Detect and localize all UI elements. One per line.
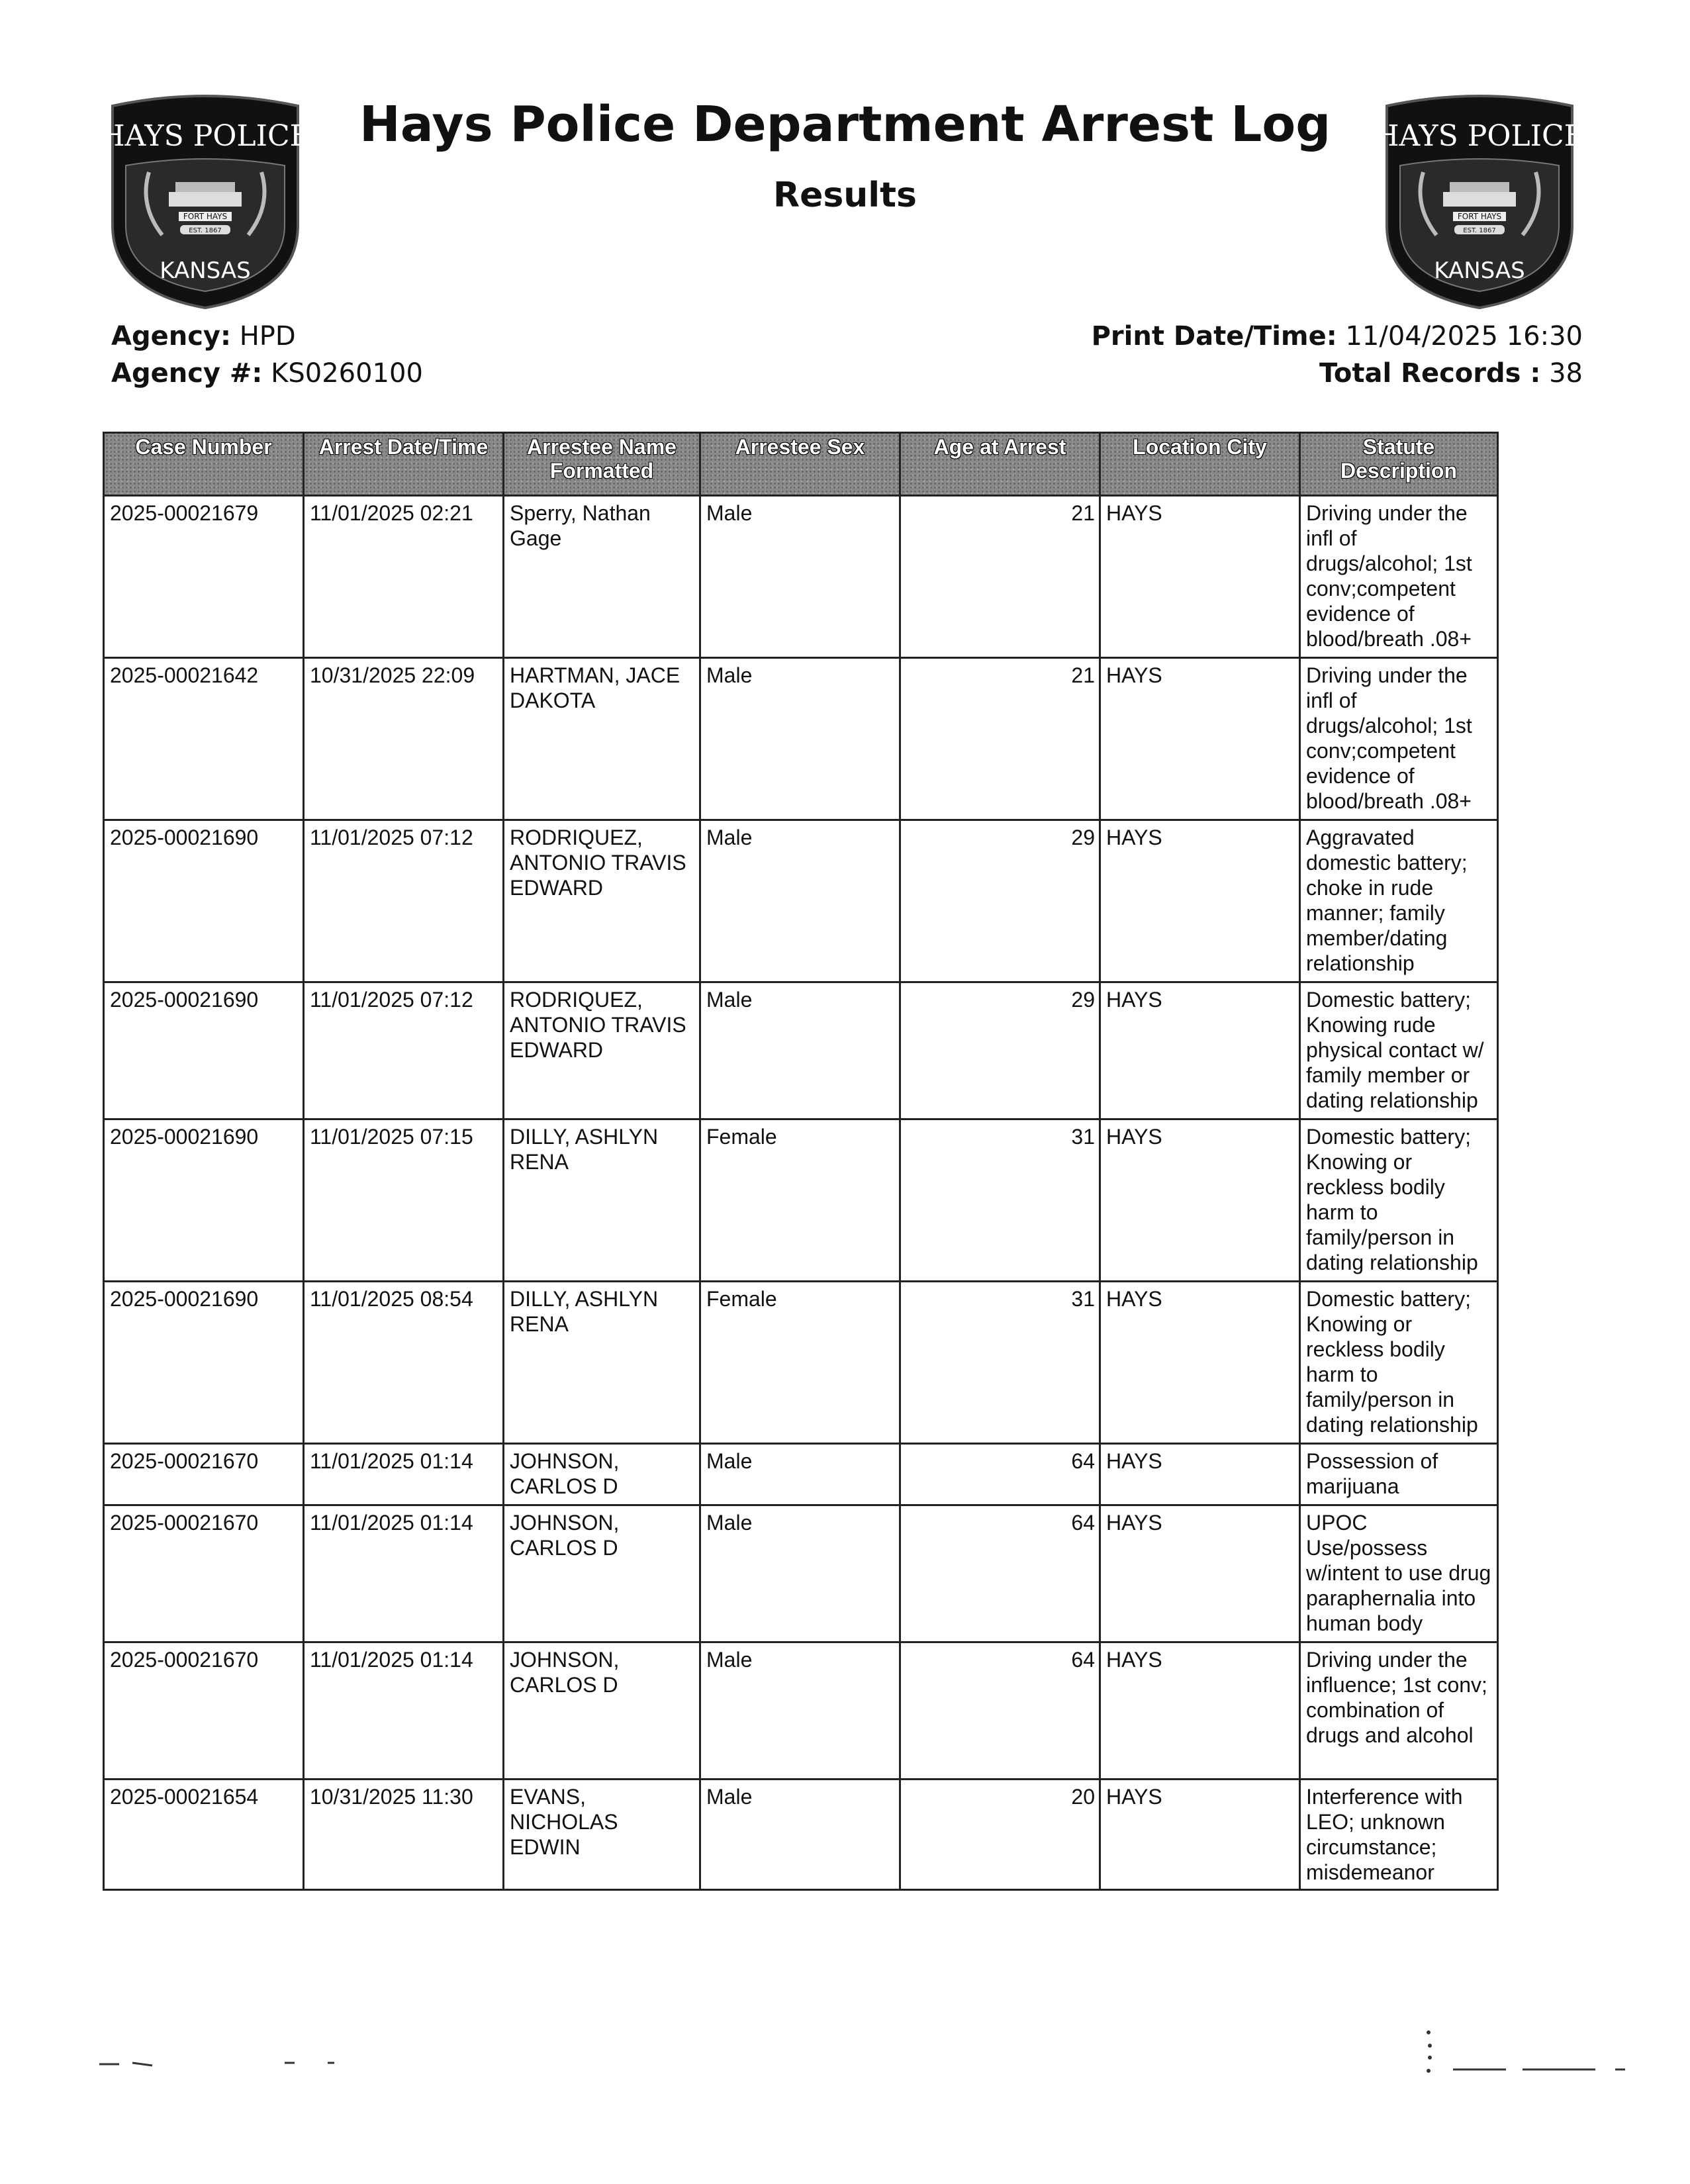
arrest-datetime-cell: 11/01/2025 08:54 xyxy=(304,1282,504,1444)
case-number-cell: 2025-00021670 xyxy=(104,1642,304,1780)
case-number-cell: 2025-00021690 xyxy=(104,820,304,982)
arrestee-sex-cell: Female xyxy=(700,1119,900,1282)
badge-bottom-text: KANSAS xyxy=(160,258,251,284)
statute-description-cell: Domestic battery; Knowing or reckless bodily harm to family/person in dating relationship xyxy=(1300,1282,1498,1444)
arrest-datetime-cell: 11/01/2025 02:21 xyxy=(304,496,504,658)
agency-value: HPD xyxy=(239,321,296,352)
location-city-cell: HAYS xyxy=(1100,1505,1300,1642)
arrest-log-table xyxy=(103,432,1499,1891)
badge-center-text: FORT HAYS xyxy=(183,212,228,221)
arrestee-name-cell: JOHNSON, CARLOS D xyxy=(504,1505,700,1642)
total-records-value: 38 xyxy=(1549,358,1583,389)
arrestee-name-cell: DILLY, ASHLYN RENA xyxy=(504,1119,700,1282)
location-city-cell: HAYS xyxy=(1100,1119,1300,1282)
table-row xyxy=(104,982,1498,1119)
arrest-datetime-cell: 10/31/2025 11:30 xyxy=(304,1780,504,1890)
badge-est-text: EST. 1867 xyxy=(189,227,222,234)
scan-mark xyxy=(1428,2044,1432,2048)
arrest-datetime-cell: 10/31/2025 22:09 xyxy=(304,658,504,820)
scan-mark xyxy=(1428,2056,1432,2060)
table-row xyxy=(104,820,1498,982)
print-datetime-line xyxy=(1092,318,1583,355)
arrestee-sex-cell: Male xyxy=(700,658,900,820)
badge-est-text: EST. 1867 xyxy=(1463,227,1496,234)
location-city-cell: HAYS xyxy=(1100,820,1300,982)
scan-mark xyxy=(132,2063,152,2065)
arrest-datetime-cell: 11/01/2025 07:12 xyxy=(304,982,504,1119)
arrestee-name-cell: DILLY, ASHLYN RENA xyxy=(504,1282,700,1444)
age-cell: 29 xyxy=(900,820,1100,982)
arrestee-name-cell: HARTMAN, JACE DAKOTA xyxy=(504,658,700,820)
column-header-case-number: Case Number xyxy=(104,433,304,496)
statute-description-cell: Possession of marijuana xyxy=(1300,1444,1498,1505)
case-number-cell: 2025-00021642 xyxy=(104,658,304,820)
age-cell: 29 xyxy=(900,982,1100,1119)
column-header-arrest-datetime: Arrest Date/Time xyxy=(304,433,504,496)
agency-number-label: Agency #: xyxy=(111,358,263,389)
page-title: Hays Police Department Arrest Log xyxy=(359,96,1331,153)
arrestee-sex-cell: Male xyxy=(700,496,900,658)
table-row xyxy=(104,1119,1498,1282)
case-number-cell: 2025-00021670 xyxy=(104,1505,304,1642)
arrest-datetime-cell: 11/01/2025 07:15 xyxy=(304,1119,504,1282)
statute-description-cell: Aggravated domestic battery; choke in rude manner; family member/dating relationship xyxy=(1300,820,1498,982)
scan-mark xyxy=(1427,2069,1431,2073)
agency-info xyxy=(111,318,423,392)
agency-number-value: KS0260100 xyxy=(271,358,423,389)
agency-line xyxy=(111,318,423,355)
statute-description-cell: Driving under the influence; 1st conv; combination of drugs and alcohol xyxy=(1300,1642,1498,1780)
location-city-cell: HAYS xyxy=(1100,658,1300,820)
badge-bottom-text: KANSAS xyxy=(1434,258,1525,284)
arrestee-sex-cell: Male xyxy=(700,982,900,1119)
case-number-cell: 2025-00021670 xyxy=(104,1444,304,1505)
column-header-age-at-arrest: Age at Arrest xyxy=(900,433,1100,496)
case-number-cell: 2025-00021690 xyxy=(104,1282,304,1444)
case-number-cell: 2025-00021679 xyxy=(104,496,304,658)
arrestee-name-cell: EVANS, NICHOLAS EDWIN xyxy=(504,1780,700,1890)
column-header-location-city: Location City xyxy=(1100,433,1300,496)
location-city-cell: HAYS xyxy=(1100,1780,1300,1890)
table-row xyxy=(104,496,1498,658)
arrest-datetime-cell: 11/01/2025 01:14 xyxy=(304,1444,504,1505)
arrestee-sex-cell: Male xyxy=(700,820,900,982)
arrestee-name-cell: RODRIQUEZ, ANTONIO TRAVIS EDWARD xyxy=(504,820,700,982)
age-cell: 64 xyxy=(900,1505,1100,1642)
case-number-cell: 2025-00021654 xyxy=(104,1780,304,1890)
arrestee-name-cell: RODRIQUEZ, ANTONIO TRAVIS EDWARD xyxy=(504,982,700,1119)
arrestee-sex-cell: Female xyxy=(700,1282,900,1444)
location-city-cell: HAYS xyxy=(1100,982,1300,1119)
age-cell: 64 xyxy=(900,1642,1100,1780)
statute-description-cell: Interference with LEO; unknown circumstance; misdemeanor xyxy=(1300,1780,1498,1890)
statute-description-cell: Domestic battery; Knowing rude physical contact w/ family member or dating relationship xyxy=(1300,982,1498,1119)
badge-top-text: HAYS POLICE xyxy=(1374,119,1585,153)
table-row xyxy=(104,1505,1498,1642)
age-cell: 21 xyxy=(900,496,1100,658)
age-cell: 21 xyxy=(900,658,1100,820)
case-number-cell: 2025-00021690 xyxy=(104,1119,304,1282)
statute-description-cell: Driving under the infl of drugs/alcohol; 1st conv;competent evidence of blood/breath .08+ xyxy=(1300,658,1498,820)
statute-description-cell: UPOC Use/possess w/intent to use drug paraphernalia into human body xyxy=(1300,1505,1498,1642)
arrestee-name-cell: JOHNSON, CARLOS D xyxy=(504,1642,700,1780)
age-cell: 64 xyxy=(900,1444,1100,1505)
table-row xyxy=(104,1444,1498,1505)
table-header-row xyxy=(104,433,1498,496)
location-city-cell: HAYS xyxy=(1100,1282,1300,1444)
print-datetime-value: 11/04/2025 16:30 xyxy=(1345,321,1583,352)
location-city-cell: HAYS xyxy=(1100,1444,1300,1505)
table-row xyxy=(104,658,1498,820)
arrest-datetime-cell: 11/01/2025 01:14 xyxy=(304,1505,504,1642)
age-cell: 20 xyxy=(900,1780,1100,1890)
badge-center-text: FORT HAYS xyxy=(1457,212,1502,221)
arrest-datetime-cell: 11/01/2025 01:14 xyxy=(304,1642,504,1780)
column-header-statute-description: Statute Description xyxy=(1300,433,1498,496)
scan-mark xyxy=(1427,2030,1431,2034)
arrestee-sex-cell: Male xyxy=(700,1780,900,1890)
age-cell: 31 xyxy=(900,1282,1100,1444)
statute-description-cell: Driving under the infl of drugs/alcohol; 1st conv;competent evidence of blood/breath .08+ xyxy=(1300,496,1498,658)
table-row xyxy=(104,1282,1498,1444)
location-city-cell: HAYS xyxy=(1100,496,1300,658)
arrest-datetime-cell: 11/01/2025 07:12 xyxy=(304,820,504,982)
column-header-arrestee-sex: Arrestee Sex xyxy=(700,433,900,496)
arrestee-name-cell: Sperry, Nathan Gage xyxy=(504,496,700,658)
badge-top-text: HAYS POLICE xyxy=(99,119,311,153)
table-row xyxy=(104,1780,1498,1890)
location-city-cell: HAYS xyxy=(1100,1642,1300,1780)
agency-label: Agency: xyxy=(111,321,231,352)
statute-description-cell: Domestic battery; Knowing or reckless bodily harm to family/person in dating relationship xyxy=(1300,1119,1498,1282)
agency-number-line xyxy=(111,355,423,392)
total-records-label: Total Records : xyxy=(1319,358,1541,389)
arrestee-sex-cell: Male xyxy=(700,1642,900,1780)
arrestee-sex-cell: Male xyxy=(700,1505,900,1642)
total-records-line xyxy=(1092,355,1583,392)
table-row xyxy=(104,1642,1498,1780)
arrestee-name-cell: JOHNSON, CARLOS D xyxy=(504,1444,700,1505)
print-info xyxy=(1092,318,1583,392)
print-datetime-label: Print Date/Time: xyxy=(1091,321,1337,352)
page-subtitle: Results xyxy=(773,175,917,215)
column-header-arrestee-name: Arrestee Name Formatted xyxy=(504,433,700,496)
arrestee-sex-cell: Male xyxy=(700,1444,900,1505)
case-number-cell: 2025-00021690 xyxy=(104,982,304,1119)
age-cell: 31 xyxy=(900,1119,1100,1282)
